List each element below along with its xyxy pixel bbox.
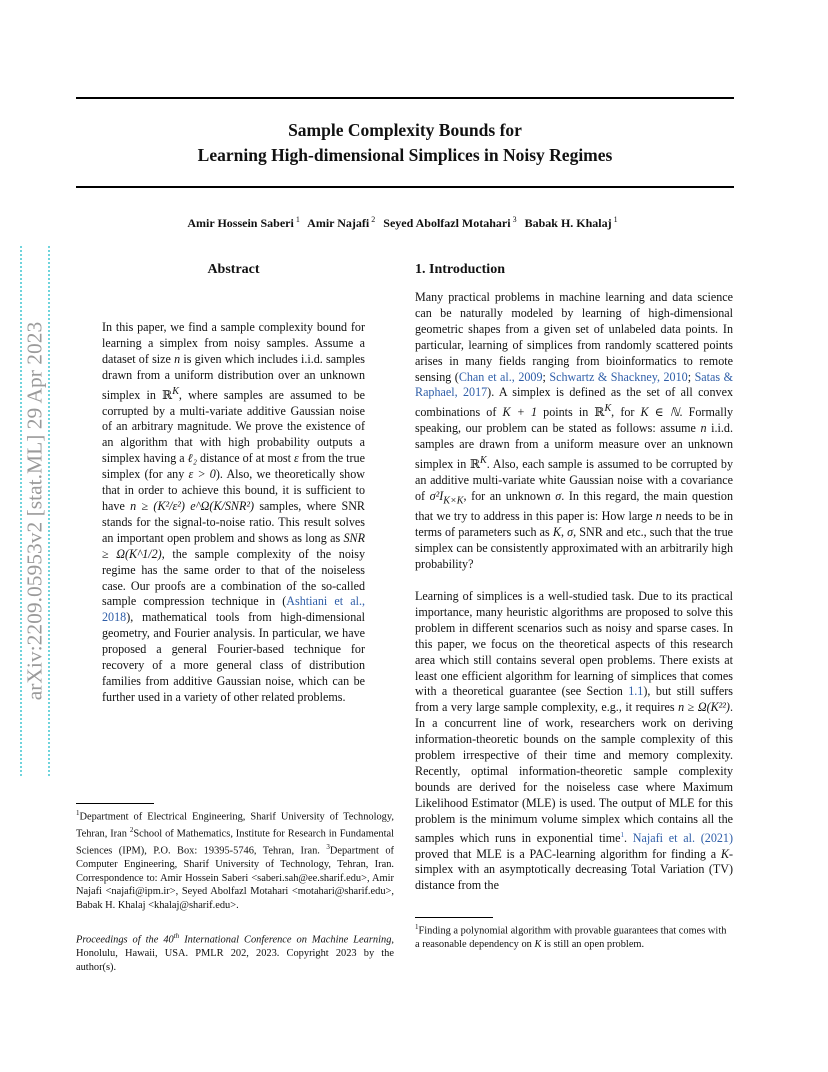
section-link[interactable]: 1.1 bbox=[628, 684, 644, 699]
author-affiliation-mark: 2 bbox=[371, 215, 376, 224]
sample-bound-formula: n ≥ (K²/ε²) e^Ω(K/SNR²) bbox=[130, 499, 255, 513]
author-list bbox=[76, 215, 734, 231]
title-line-1: Sample Complexity Bounds for bbox=[288, 120, 522, 140]
intro-paragraph-1: Many practical problems in machine learning and data science can be naturally modeled by learning of high-dimensional geometric shapes from a given set of unlabeled data points. In particular, learning of simplices from randomly scattered points arises in many fields ranging from bioinformatics to remote sensing (Chan et al., 2009; Schwartz & Shackney, 2010; Satas & Raphael, 2017). A simplex is defined as the set of all convex combinations of K + 1 points in ℝ$^K$, for K ∈ ℕ. Formally speaking, our problem can be stated as follows: assume n i.i.d. samples are drawn from a uniform measure over an unknown simplex in ℝ$^K$. Also, each sample is assumed to be corrupted by an additive multi-variate white Gaussian noise with a covariance of $\sigma^2I_{K\times K}$, for an unknown σ. In this regard, the main question that we try to address in this paper is: How large n needs to be in terms of parameters such as K, σ, SNR and etc., such that the true simplex can be consistently approximated with an arbitrarily high probability? bbox=[415, 290, 734, 571]
intro-paragraph-2: Learning of simplices is a well-studied task. Due to its practical importance, many heuristic algorithms are proposed to solve this problem in different scenarios such as noisy and sparse cases. In this paper, we focus on the theoretical aspects of this research area which still contains several open problems. There exists at least one efficient algorithm for learning of simplices that comes with a theoretical guarantee (see Section 1.1), but still suffers from a very large sample complexity, e.g., it requires n ≥ Ω(K²²). In a concurrent line of work, researchers work on deriving information-theoretic bounds on the sample complexity of this problem irrespective of their time and memory complexity. Recently, optimal information-theoretic sample complexity bounds are derived for the noiseless case where Maximum Likelihood Estimator (MLE) is used. The output of MLE for this problem is the minimum volume simplex which contains all the samples which runs in exponential time$^1$. Najafi et al. (2021) proved that MLE is a PAC-learning algorithm for finding a K-simplex with an asymptotically decreasing Total Variation (TV) distance from the bbox=[415, 589, 734, 893]
abstract-text: In this paper, we find a sample complexity bound for learning a simplex from noisy samples. Assume a dataset of size n is given which includes i.i.d. samples drawn from a uniform distribution over an unknown simplex in ℝ$^K$, where samples are assumed to be corrupted by a multi-variate additive Gaussian noise of an arbitrary magnitude. We prove the existence of an algorithm that with high probability outputs a simplex having a ℓ₂ distance of at most ε from the true simplex (for any ε > 0). Also, we theoretically show that in order to achieve this bound, it is sufficient to have n ≥ (K²/ε²) e^Ω(K/SNR²) samples, where SNR stands for the signal-to-noise ratio. This result solves an important open problem and shows as long as SNR ≥ Ω(K^1/2), the sample complexity of the noisy regime has the same order to that of the noiseless case. Our proofs are a combination of the so-called sample compression technique in (Ashtiani et al., 2018), mathematical tools from high-dimensional geometry, and Fourier analysis. In particular, we have proposed a general Fourier-based technique for recovery of a more general class of distribution families from additive Gaussian noise, which can be further used in a variety of other related problems. bbox=[102, 320, 365, 704]
citation-link[interactable]: Ashtiani et al., 2018 bbox=[102, 594, 365, 625]
author-name: Amir Hossein Saberi bbox=[187, 216, 294, 230]
author-name: Amir Najafi bbox=[307, 216, 370, 230]
footnote-1: $^1$Finding a polynomial algorithm with provable guarantees that comes with a reasonable dependency on K is still an open problem. bbox=[415, 923, 727, 951]
footnote-link[interactable]: 1 bbox=[620, 830, 624, 839]
proceedings-note: Proceedings of the 40th International Conference on Machine Learning, Honolulu, Hawaii, USA. PMLR 202, 2023. Copyright 2023 by the author(s). bbox=[76, 932, 394, 973]
title-bottom-rule bbox=[76, 186, 734, 188]
arxiv-identifier: arXiv:2209.05953v2 [stat.ML] 29 Apr 2023 bbox=[22, 321, 47, 701]
author-name: Seyed Abolfazl Motahari bbox=[383, 216, 511, 230]
section-heading-introduction: 1. Introduction bbox=[415, 262, 505, 277]
citation-link[interactable]: Schwartz & Shackney, 2010 bbox=[549, 369, 688, 384]
author-affiliation-mark: 1 bbox=[295, 215, 300, 224]
author-affiliation-mark: 1 bbox=[613, 215, 618, 224]
title-line-2: Learning High-dimensional Simplices in Noisy Regimes bbox=[197, 145, 613, 165]
citation-link[interactable]: Chan et al., 2009 bbox=[458, 369, 543, 384]
author-affiliation-mark: 3 bbox=[512, 215, 517, 224]
title-top-rule bbox=[76, 97, 734, 99]
citation-link[interactable]: Najafi et al. (2021) bbox=[632, 830, 734, 845]
author-name: Babak H. Khalaj bbox=[524, 216, 612, 230]
footnote-rule-right bbox=[415, 917, 493, 918]
arxiv-stamp bbox=[18, 246, 52, 776]
footnote-rule-left bbox=[76, 803, 154, 804]
abstract-heading: Abstract bbox=[207, 262, 260, 277]
stamp-dotted-line-right bbox=[48, 246, 50, 776]
citation-link[interactable]: Satas & Raphael, 2017 bbox=[415, 369, 733, 400]
affiliations-footnote: $^1$Department of Electrical Engineering, Sharif University of Technology, Tehran, Iran $^2$School of Mathematics, Institute for Research in Fundamental Sciences (IPM), P.O. Box: 19395-5746, Tehran, Iran. $^3$Department of Computer Engineering, Sharif University of Technology, Tehran, Iran. Correspondence to: Amir Hossein Saberi <saberi.sah@ee.sharif.edu>, Amir Najafi <najafi@ipm.ir>, Seyed Abolfazl Motahari <motahari@sharif.edu>, Babak H. Khalaj <khalaj@sharif.edu>. bbox=[76, 809, 394, 911]
paper-title bbox=[76, 118, 734, 168]
snr-condition-formula: SNR ≥ Ω(K^1/2) bbox=[102, 530, 365, 561]
